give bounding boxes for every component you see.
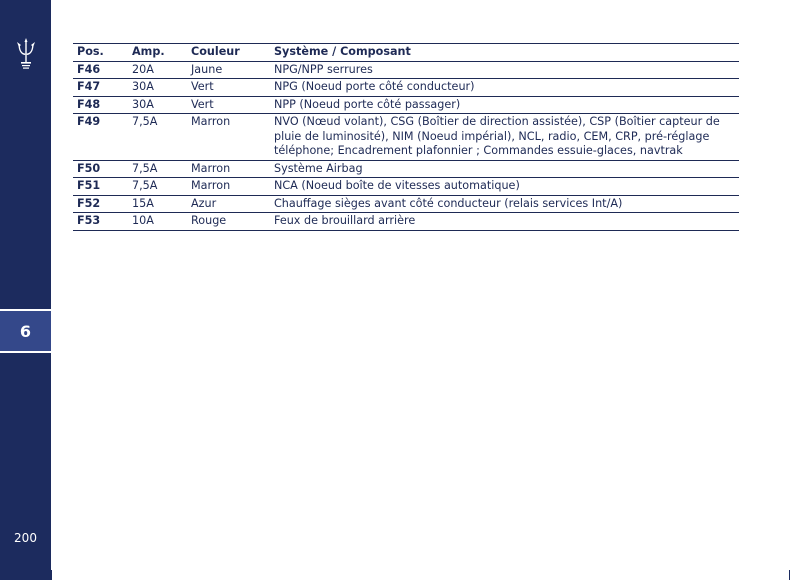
cell-pos: F50 [73,160,128,178]
table-row [73,160,739,178]
cell-color: Marron [187,178,270,196]
cell-amp: 7,5A [128,160,187,178]
fuse-table [73,43,739,231]
cell-amp: 20A [128,61,187,79]
crop-mark [12,570,13,580]
header-component: Système / Composant [270,44,739,62]
header-pos: Pos. [73,44,128,62]
cell-color: Marron [187,160,270,178]
table-row [73,178,739,196]
table-row [73,61,739,79]
cell-color: Vert [187,96,270,114]
cell-component: NPP (Noeud porte côté passager) [270,96,739,114]
trident-logo-icon [15,36,37,72]
cell-component: NCA (Noeud boîte de vitesses automatique) [270,178,739,196]
cell-pos: F49 [73,114,128,161]
header-amp: Amp. [128,44,187,62]
table-row [73,213,739,231]
cell-pos: F52 [73,195,128,213]
sidebar [0,0,51,580]
cell-amp: 30A [128,79,187,97]
table-row [73,79,739,97]
chapter-tab[interactable] [0,309,51,353]
cell-amp: 7,5A [128,178,187,196]
cell-pos: F53 [73,213,128,231]
crop-mark [51,570,52,580]
table-row [73,96,739,114]
cell-amp: 15A [128,195,187,213]
table-row [73,195,739,213]
cell-pos: F46 [73,61,128,79]
cell-color: Marron [187,114,270,161]
page-number: 200 [14,531,37,545]
cell-amp: 30A [128,96,187,114]
cell-component: NVO (Nœud volant), CSG (Boîtier de direction assistée), CSP (Boîtier capteur de pluie de luminosité), NIM (Noeud impérial), NCL, radio, CEM, CRP, pré-réglage téléphone; Encadrement plafonnier ; Commandes essuie-glaces, navtrak [270,114,739,161]
cell-component: Feux de brouillard arrière [270,213,739,231]
cell-component: Chauffage sièges avant côté conducteur (relais services Int/A) [270,195,739,213]
cell-pos: F51 [73,178,128,196]
table-row [73,114,739,161]
cell-component: NPG/NPP serrures [270,61,739,79]
table-header-row [73,44,739,62]
cell-amp: 10A [128,213,187,231]
cell-amp: 7,5A [128,114,187,161]
cell-color: Azur [187,195,270,213]
cell-component: Système Airbag [270,160,739,178]
cell-component: NPG (Noeud porte côté conducteur) [270,79,739,97]
chapter-number: 6 [19,321,32,341]
header-color: Couleur [187,44,270,62]
cell-pos: F47 [73,79,128,97]
crop-mark [789,570,790,580]
cell-color: Rouge [187,213,270,231]
cell-color: Jaune [187,61,270,79]
cell-color: Vert [187,79,270,97]
cell-pos: F48 [73,96,128,114]
